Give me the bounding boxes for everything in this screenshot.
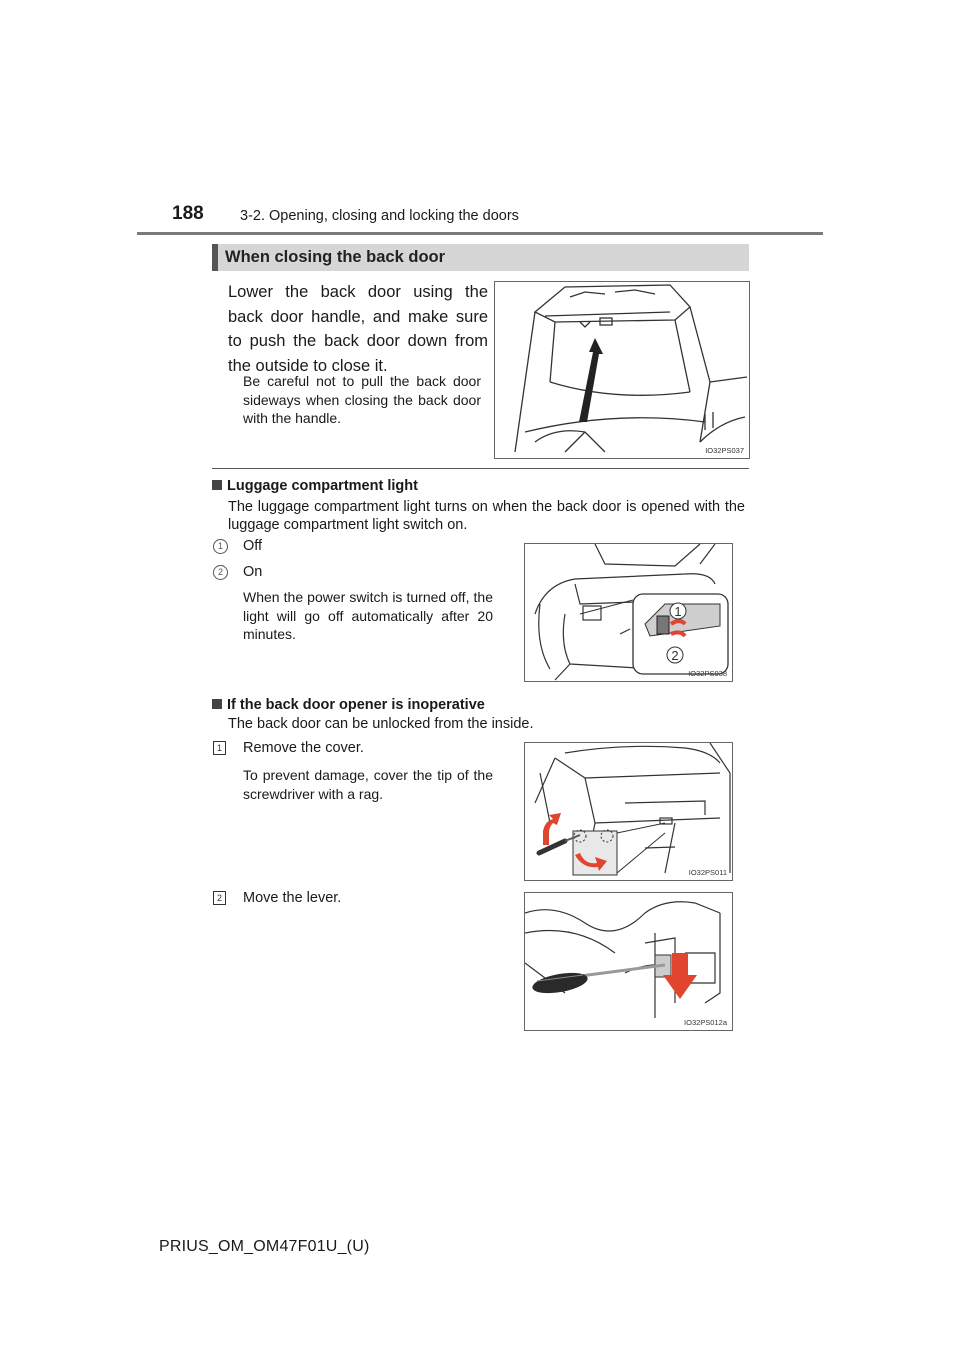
image-code: IO32PS012a: [684, 1018, 727, 1027]
luggage-light-heading: [212, 478, 418, 494]
item-label-on: On: [243, 564, 263, 580]
bullet-square-icon: [212, 480, 222, 490]
luggage-compartment-drawing: [525, 544, 732, 681]
heading-accent-bar: [212, 244, 218, 271]
image-code: IO32PS011: [688, 868, 727, 877]
image-code: IO32PS038: [688, 669, 727, 678]
remove-cover-drawing: [525, 743, 732, 880]
up-arrow-icon: [579, 338, 603, 422]
section-heading: When closing the back door: [225, 248, 446, 266]
cover-panel: [573, 831, 617, 875]
callout-2: 2: [671, 648, 679, 663]
opener-heading: [212, 697, 485, 713]
section-title: 3-2. Opening, closing and locking the doors: [240, 208, 519, 224]
screwdriver-icon: [539, 841, 565, 853]
back-door-open-drawing: [495, 282, 749, 458]
step-2-label: Move the lever.: [243, 890, 342, 906]
opener-title: If the back door opener is inoperative: [227, 697, 485, 713]
remove-cover-illustration: [524, 742, 733, 881]
page-number: 188: [172, 203, 204, 224]
section-divider: [212, 468, 749, 469]
header-divider: [137, 232, 823, 235]
bullet-square-icon: [212, 699, 222, 709]
section-heading-box: [212, 244, 749, 271]
opener-text: The back door can be unlocked from the inside.: [228, 716, 534, 732]
step-number-1: 1: [213, 741, 226, 755]
closing-note: Be careful not to pull the back door sideways when closing the back door with the handle.: [243, 373, 481, 426]
luggage-light-note: When the power switch is turned off, the light will go off automatically after 20 minutes.: [243, 589, 493, 642]
move-lever-illustration: [524, 892, 733, 1031]
luggage-light-title: Luggage compartment light: [227, 478, 418, 494]
luggage-light-text: The luggage compartment light turns on when the back door is opened with the luggage compartment light switch on.: [228, 499, 745, 533]
step-1-label: Remove the cover.: [243, 740, 364, 756]
item-label-off: Off: [243, 538, 263, 554]
back-door-closing-illustration: [494, 281, 750, 459]
step-number-2: 2: [213, 891, 226, 905]
callout-1: 1: [674, 604, 682, 619]
image-code: IO32PS037: [705, 446, 744, 455]
document-footer: PRIUS_OM_OM47F01U_(U): [159, 1238, 370, 1255]
light-switch-icon: [657, 616, 669, 634]
rotate-up-arrow-icon: [543, 813, 561, 845]
luggage-light-illustration: [524, 543, 733, 682]
item-number-2: 2: [213, 565, 228, 580]
move-lever-drawing: [525, 893, 732, 1030]
item-number-1: 1: [213, 539, 228, 554]
step-1-note: To prevent damage, cover the tip of the screwdriver with a rag.: [243, 767, 493, 802]
closing-instruction: Lower the back door using the back door handle, and make sure to push the back door down from the outside to close it.: [228, 283, 488, 375]
